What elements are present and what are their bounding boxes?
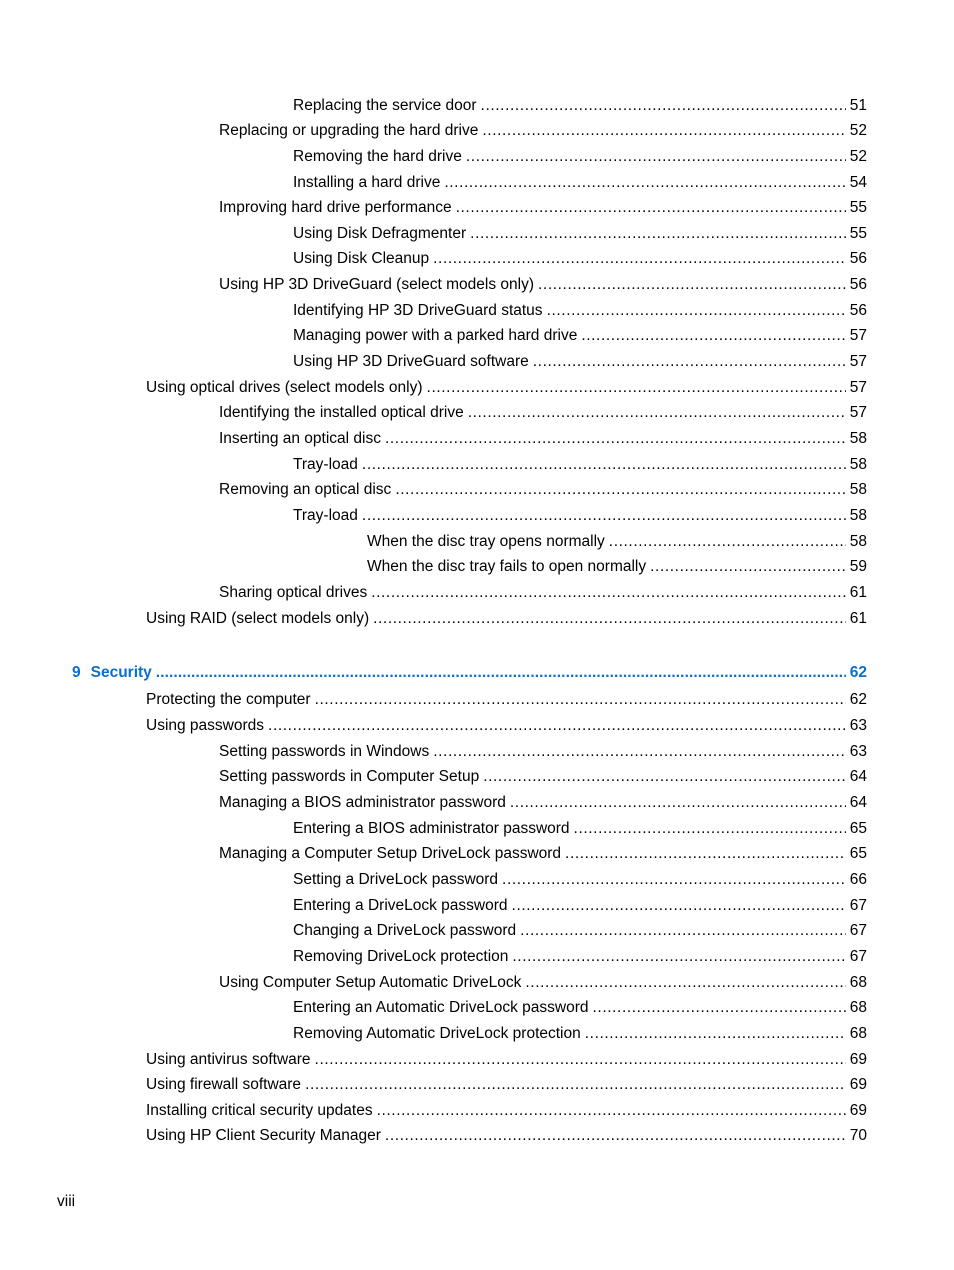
toc-entry-page: 55: [849, 199, 867, 216]
toc-entry-page: 52: [849, 122, 867, 139]
toc-entry-page: 67: [849, 922, 867, 939]
toc-entry-page: 59: [849, 558, 867, 575]
toc-entry-title: Using antivirus software: [146, 1051, 311, 1068]
toc-entry-page: 68: [849, 974, 867, 991]
toc-entry-title: Managing a BIOS administrator password: [219, 794, 506, 811]
toc-entry[interactable]: [293, 301, 867, 321]
toc-entry[interactable]: [146, 1075, 867, 1095]
dot-leader: [371, 583, 846, 603]
toc-entry[interactable]: [219, 198, 867, 218]
toc-entry-page: 65: [849, 845, 867, 862]
toc-entry-title: Improving hard drive performance: [219, 199, 452, 216]
toc-entry-title: Replacing or upgrading the hard drive: [219, 122, 479, 139]
toc-entry[interactable]: [367, 557, 867, 577]
dot-leader: [373, 609, 846, 629]
toc-entry[interactable]: [367, 532, 867, 552]
dot-leader: [385, 1126, 846, 1146]
toc-entry[interactable]: [219, 429, 867, 449]
toc-entry-page: 56: [849, 276, 867, 293]
dot-leader: [574, 819, 846, 839]
toc-entry-title: Tray-load: [293, 507, 358, 524]
toc-entry-page: 67: [849, 948, 867, 965]
toc-entry-page: 69: [849, 1076, 867, 1093]
toc-entry[interactable]: [146, 1050, 867, 1070]
dot-leader: [377, 1101, 846, 1121]
dot-leader: [482, 121, 845, 141]
toc-entry[interactable]: [146, 609, 867, 629]
toc-entry[interactable]: [293, 147, 867, 167]
dot-leader: [268, 716, 846, 736]
toc-entry-page: 61: [849, 610, 867, 627]
toc-entry-title: Removing Automatic DriveLock protection: [293, 1025, 581, 1042]
dot-leader: [362, 455, 846, 475]
toc-entry-page: 66: [849, 871, 867, 888]
toc-entry[interactable]: [146, 1101, 867, 1121]
toc-entry-title: Identifying the installed optical drive: [219, 404, 464, 421]
toc-entry-title: Using HP Client Security Manager: [146, 1127, 381, 1144]
toc-entry-page: 58: [849, 456, 867, 473]
dot-leader: [427, 378, 846, 398]
toc-entry-title: Setting a DriveLock password: [293, 871, 499, 888]
dot-leader: [156, 663, 846, 683]
toc-entry-title: Setting passwords in Computer Setup: [219, 768, 480, 785]
toc-entry-title: Sharing optical drives: [219, 584, 368, 601]
toc-entry-title: Using Disk Defragmenter: [293, 225, 467, 242]
toc-entry-page: 68: [849, 1025, 867, 1042]
toc-entry[interactable]: [293, 819, 867, 839]
dot-leader: [315, 1050, 846, 1070]
dot-leader: [466, 147, 846, 167]
toc-entry-title: Changing a DriveLock password: [293, 922, 517, 939]
toc-entry-page: 57: [849, 327, 867, 344]
toc-entry-title: When the disc tray opens normally: [367, 533, 605, 550]
dot-leader: [433, 249, 846, 269]
toc-entry-title: Removing the hard drive: [293, 148, 462, 165]
toc-entry-page: 67: [849, 897, 867, 914]
toc-entry-title: Managing power with a parked hard drive: [293, 327, 578, 344]
toc-entry[interactable]: [219, 793, 867, 813]
toc-entry-title: Entering a DriveLock password: [293, 897, 508, 914]
toc-entry[interactable]: [293, 352, 867, 372]
toc-entry[interactable]: [146, 378, 867, 398]
dot-leader: [512, 896, 846, 916]
toc-entry[interactable]: [219, 121, 867, 141]
toc-entry[interactable]: [219, 844, 867, 864]
toc-entry-page: 57: [849, 353, 867, 370]
toc-entry-title: Entering a BIOS administrator password: [293, 820, 570, 837]
toc-entry-page: 65: [849, 820, 867, 837]
dot-leader: [585, 1024, 846, 1044]
toc-entry-title: Installing a hard drive: [293, 174, 441, 191]
toc-entry-page: 70: [849, 1127, 867, 1144]
toc-entry-title: Using HP 3D DriveGuard software: [293, 353, 529, 370]
chapter-title: Security: [90, 664, 152, 681]
dot-leader: [502, 870, 846, 890]
toc-entry[interactable]: [219, 275, 867, 295]
toc-entry-title: Using Computer Setup Automatic DriveLock: [219, 974, 522, 991]
dot-leader: [433, 742, 846, 762]
toc-entry[interactable]: [293, 870, 867, 890]
toc-entry-title: Removing DriveLock protection: [293, 948, 509, 965]
toc-entry-page: 63: [849, 743, 867, 760]
toc-entry[interactable]: [293, 921, 867, 941]
dot-leader: [538, 275, 846, 295]
dot-leader: [483, 767, 846, 787]
toc-entry-page: 64: [849, 768, 867, 785]
dot-leader: [512, 947, 845, 967]
toc-entry[interactable]: [293, 173, 867, 193]
dot-leader: [315, 690, 846, 710]
dot-leader: [609, 532, 846, 552]
toc-entry-page: 58: [849, 430, 867, 447]
toc-entry[interactable]: [219, 480, 867, 500]
dot-leader: [520, 921, 846, 941]
toc-entry-title: Protecting the computer: [146, 691, 311, 708]
dot-leader: [456, 198, 846, 218]
toc-entry-page: 54: [849, 174, 867, 191]
toc-entry-page: 56: [849, 250, 867, 267]
dot-leader: [395, 480, 845, 500]
dot-leader: [385, 429, 846, 449]
toc-entry-title: Installing critical security updates: [146, 1102, 373, 1119]
dot-leader: [362, 506, 846, 526]
toc-entry-page: 57: [849, 379, 867, 396]
toc-entry[interactable]: [293, 947, 867, 967]
dot-leader: [444, 173, 845, 193]
toc-entry-page: 56: [849, 302, 867, 319]
toc-entry-page: 55: [849, 225, 867, 242]
footer-page-number: viii: [57, 1193, 76, 1210]
toc-entry-page: 69: [849, 1102, 867, 1119]
toc-entry-title: Managing a Computer Setup DriveLock password: [219, 845, 562, 862]
toc-entry-page: 61: [849, 584, 867, 601]
toc-entry[interactable]: [146, 716, 867, 736]
dot-leader: [525, 973, 845, 993]
toc-entry-title: Setting passwords in Windows: [219, 743, 430, 760]
toc-entry[interactable]: [146, 690, 867, 710]
toc-entry[interactable]: [293, 506, 867, 526]
chapter-number: 9: [72, 664, 81, 681]
toc-entry-title: Entering an Automatic DriveLock password: [293, 999, 589, 1016]
dot-leader: [305, 1075, 846, 1095]
dot-leader: [581, 326, 845, 346]
dot-leader: [533, 352, 846, 372]
dot-leader: [510, 793, 846, 813]
toc-entry-title: Using passwords: [146, 717, 265, 734]
toc-entry-title: Using Disk Cleanup: [293, 250, 430, 267]
toc-entry[interactable]: [293, 455, 867, 475]
dot-leader: [547, 301, 846, 321]
toc-entry-page: 69: [849, 1051, 867, 1068]
toc-entry-page: 58: [849, 507, 867, 524]
toc-entry[interactable]: [293, 249, 867, 269]
toc-entry[interactable]: [293, 96, 867, 116]
toc-entry-page: 64: [849, 794, 867, 811]
toc-entry[interactable]: [219, 403, 867, 423]
toc-entry-page: 57: [849, 404, 867, 421]
dot-leader: [650, 557, 846, 577]
toc-entry[interactable]: [219, 583, 867, 603]
dot-leader: [593, 998, 846, 1018]
toc-entry[interactable]: [146, 1126, 867, 1146]
toc-entry-title: Using optical drives (select models only): [146, 379, 423, 396]
toc-entry-page: 62: [849, 691, 867, 708]
toc-entry-title: Using HP 3D DriveGuard (select models only): [219, 276, 534, 293]
chapter-page: 62: [849, 664, 867, 681]
toc-entry-page: 63: [849, 717, 867, 734]
toc-entry-title: Removing an optical disc: [219, 481, 392, 498]
toc-entry-page: 68: [849, 999, 867, 1016]
dot-leader: [468, 403, 846, 423]
dot-leader: [470, 224, 846, 244]
dot-leader: [481, 96, 846, 116]
toc-entry[interactable]: [219, 742, 867, 762]
toc-entry-title: Inserting an optical disc: [219, 430, 381, 447]
toc-entry-title: Using RAID (select models only): [146, 610, 370, 627]
toc-entry-title: Using firewall software: [146, 1076, 302, 1093]
chapter-heading-link[interactable]: [72, 663, 867, 683]
toc-entry[interactable]: [293, 1024, 867, 1044]
toc-entry-page: 52: [849, 148, 867, 165]
toc-entry-title: Replacing the service door: [293, 97, 477, 114]
toc-entry[interactable]: [293, 326, 867, 346]
toc-entry-page: 58: [849, 481, 867, 498]
dot-leader: [565, 844, 846, 864]
toc-entry[interactable]: [219, 767, 867, 787]
toc-entry-title: Tray-load: [293, 456, 358, 473]
toc-entry[interactable]: [293, 224, 867, 244]
toc-entry[interactable]: [293, 896, 867, 916]
toc-entry-title: When the disc tray fails to open normally: [367, 558, 647, 575]
toc-entry[interactable]: [219, 973, 867, 993]
toc-entry[interactable]: [293, 998, 867, 1018]
toc-entry-title: Identifying HP 3D DriveGuard status: [293, 302, 543, 319]
toc-entry-page: 51: [849, 97, 867, 114]
toc-entry-page: 58: [849, 533, 867, 550]
